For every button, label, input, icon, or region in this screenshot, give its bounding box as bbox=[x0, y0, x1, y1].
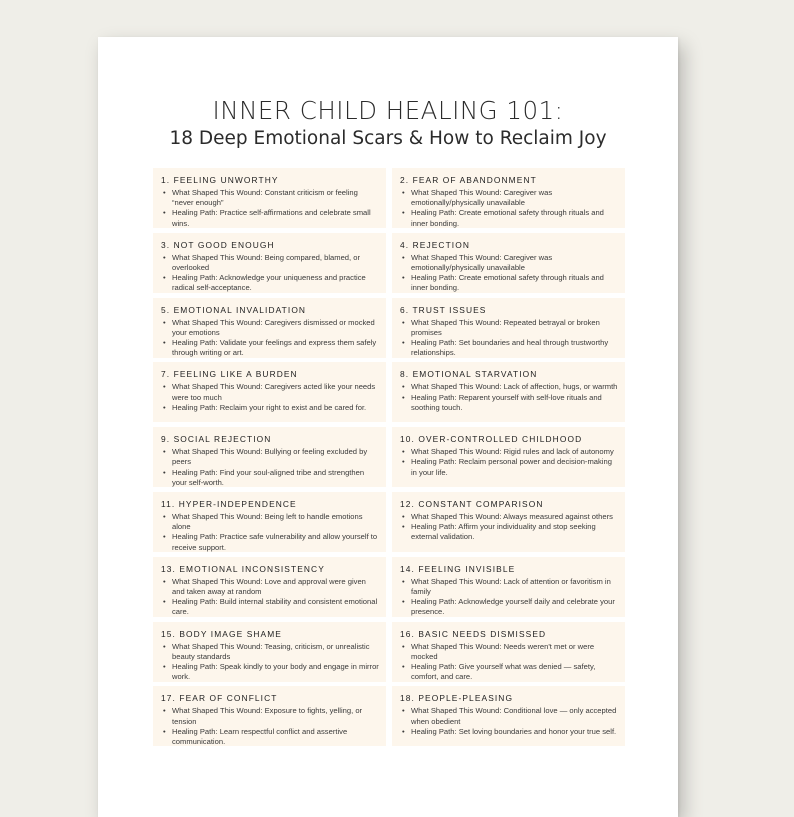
bullet-dot-icon: • bbox=[163, 188, 166, 197]
wound-origin-text: What Shaped This Wound: Needs weren't met or were mocked bbox=[411, 641, 595, 661]
wound-card-title: 11. HYPER-INDEPENDENCE bbox=[161, 498, 297, 509]
healing-path-text: Healing Path: Practice self-affirmations and celebrate small wins. bbox=[172, 208, 371, 228]
bullet-dot-icon: • bbox=[163, 576, 166, 586]
wound-origin-bullet bbox=[163, 512, 380, 532]
wound-origin-bullet bbox=[402, 642, 619, 662]
wound-card bbox=[392, 427, 625, 487]
wound-card bbox=[392, 362, 625, 422]
healing-path-bullet bbox=[163, 208, 380, 228]
wound-card-title: 8. EMOTIONAL STARVATION bbox=[400, 369, 538, 380]
wound-card bbox=[153, 362, 386, 422]
healing-path-text: Healing Path: Set loving boundaries and honor your true self. bbox=[411, 726, 617, 736]
wound-origin-text: What Shaped This Wound: Rigid rules and lack of autonomy bbox=[411, 447, 614, 457]
wound-card-title: 9. SOCIAL REJECTION bbox=[161, 434, 272, 445]
healing-path-bullet bbox=[402, 457, 619, 477]
bullet-dot-icon: • bbox=[402, 726, 405, 736]
wound-origin-bullet bbox=[163, 382, 380, 402]
bullet-dot-icon: • bbox=[163, 661, 166, 671]
bullet-dot-icon: • bbox=[402, 522, 405, 532]
bullet-dot-icon: • bbox=[402, 392, 405, 402]
healing-path-bullet bbox=[402, 393, 619, 413]
healing-path-text: Healing Path: Build internal stability and consistent emotional care. bbox=[172, 597, 378, 617]
healing-path-bullet bbox=[402, 273, 619, 293]
wound-origin-text: What Shaped This Wound: Lack of affection, hugs, or warmth bbox=[411, 382, 618, 392]
healing-path-bullet bbox=[402, 522, 619, 542]
wound-origin-bullet bbox=[163, 318, 380, 338]
wound-card-title: 2. FEAR OF ABANDONMENT bbox=[400, 175, 537, 185]
bullet-dot-icon: • bbox=[163, 382, 166, 392]
healing-path-text: Healing Path: Give yourself what was denied — safety, comfort, and care. bbox=[411, 661, 596, 682]
healing-path-text: Healing Path: Create emotional safety through rituals and inner bonding. bbox=[411, 208, 604, 228]
wound-card bbox=[392, 298, 625, 358]
page-title: INNER CHILD HEALING 101: bbox=[212, 96, 564, 125]
healing-path-bullet bbox=[163, 727, 380, 747]
wound-origin-bullet bbox=[163, 577, 380, 597]
wound-origin-text: What Shaped This Wound: Caregiver was emotionally/physically unavailable bbox=[411, 252, 553, 272]
wound-origin-text: What Shaped This Wound: Caregivers acted like your needs were too much bbox=[172, 382, 376, 402]
wound-card-title: 5. EMOTIONAL INVALIDATION bbox=[161, 304, 307, 315]
healing-path-bullet bbox=[402, 727, 619, 737]
bullet-dot-icon: • bbox=[402, 597, 405, 607]
wound-card-title: 17. FEAR OF CONFLICT bbox=[161, 693, 278, 704]
wound-origin-bullet bbox=[402, 512, 619, 522]
healing-path-bullet bbox=[402, 338, 619, 358]
wound-origin-text: What Shaped This Wound: Repeated betrayal or broken promises bbox=[411, 317, 600, 337]
healing-path-text: Healing Path: Create emotional safety through rituals and inner bonding. bbox=[411, 273, 604, 293]
bullet-dot-icon: • bbox=[163, 208, 166, 218]
document-page bbox=[98, 37, 678, 817]
wound-origin-text: What Shaped This Wound: Lack of attention or favoritism in family bbox=[411, 576, 611, 596]
bullet-dot-icon: • bbox=[402, 208, 405, 218]
wound-card bbox=[153, 686, 386, 746]
bullet-dot-icon: • bbox=[163, 597, 166, 607]
wound-card-title: 4. REJECTION bbox=[400, 239, 470, 250]
wound-card-title: 14. FEELING INVISIBLE bbox=[400, 563, 516, 574]
wound-card bbox=[153, 622, 386, 682]
wound-card-title: 10. OVER-CONTROLLED CHILDHOOD bbox=[400, 434, 583, 445]
wound-origin-text: What Shaped This Wound: Caregiver was emotionally/physically unavailable bbox=[411, 188, 553, 208]
bullet-dot-icon: • bbox=[402, 317, 405, 327]
bullet-dot-icon: • bbox=[163, 317, 166, 327]
wound-card-title: 13. EMOTIONAL INCONSISTENCY bbox=[161, 563, 325, 574]
wound-origin-bullet bbox=[163, 706, 380, 726]
bullet-dot-icon: • bbox=[402, 706, 405, 716]
wound-card bbox=[153, 492, 386, 552]
bullet-dot-icon: • bbox=[163, 726, 166, 736]
bullet-dot-icon: • bbox=[402, 273, 405, 283]
bullet-dot-icon: • bbox=[402, 447, 405, 457]
wound-card-title: 12. CONSTANT COMPARISON bbox=[400, 498, 544, 509]
wound-card bbox=[153, 298, 386, 358]
healing-path-bullet bbox=[163, 273, 380, 293]
healing-path-bullet bbox=[163, 468, 380, 488]
healing-path-bullet bbox=[402, 208, 619, 228]
wound-origin-bullet bbox=[402, 706, 619, 726]
healing-path-text: Healing Path: Reparent yourself with self-love rituals and soothing touch. bbox=[411, 392, 602, 412]
wound-card bbox=[392, 168, 625, 228]
bullet-dot-icon: • bbox=[163, 467, 166, 477]
healing-path-text: Healing Path: Reclaim your right to exist and be cared for. bbox=[172, 402, 367, 412]
bullet-dot-icon: • bbox=[163, 402, 166, 412]
wound-card-grid bbox=[153, 168, 625, 746]
wound-card bbox=[392, 622, 625, 682]
healing-path-bullet bbox=[402, 597, 619, 617]
bullet-dot-icon: • bbox=[163, 273, 166, 283]
wound-card bbox=[153, 168, 386, 228]
wound-card-title: 18. PEOPLE-PLEASING bbox=[400, 693, 514, 704]
wound-card bbox=[392, 686, 625, 746]
wound-origin-text: What Shaped This Wound: Constant criticism or feeling “never enough” bbox=[172, 188, 358, 208]
healing-path-text: Healing Path: Practice safe vulnerability and allow yourself to receive support. bbox=[172, 532, 378, 552]
healing-path-text: Healing Path: Affirm your individuality and stop seeking external validation. bbox=[411, 522, 596, 542]
bullet-dot-icon: • bbox=[402, 188, 405, 197]
bullet-dot-icon: • bbox=[402, 641, 405, 651]
wound-card bbox=[392, 557, 625, 617]
wound-origin-bullet bbox=[163, 447, 380, 467]
bullet-dot-icon: • bbox=[163, 641, 166, 651]
wound-card bbox=[392, 233, 625, 293]
wound-origin-text: What Shaped This Wound: Conditional love — only accepted when obedient bbox=[411, 706, 617, 726]
healing-path-text: Healing Path: Speak kindly to your body and engage in mirror work. bbox=[172, 661, 379, 682]
bullet-dot-icon: • bbox=[163, 338, 166, 347]
wound-origin-text: What Shaped This Wound: Being compared, blamed, or overlooked bbox=[172, 252, 360, 272]
wound-card-title: 7. FEELING LIKE A BURDEN bbox=[161, 369, 298, 380]
healing-path-bullet bbox=[402, 662, 619, 682]
wound-origin-bullet bbox=[402, 253, 619, 273]
bullet-dot-icon: • bbox=[402, 511, 405, 521]
wound-origin-text: What Shaped This Wound: Teasing, criticism, or unrealistic beauty standards bbox=[172, 641, 370, 661]
healing-path-text: Healing Path: Find your soul-aligned tribe and strengthen your self-worth. bbox=[172, 467, 365, 487]
wound-origin-bullet bbox=[163, 253, 380, 273]
wound-origin-text: What Shaped This Wound: Love and approval were given and taken away at random bbox=[172, 576, 366, 596]
wound-card bbox=[153, 233, 386, 293]
bullet-dot-icon: • bbox=[402, 457, 405, 467]
wound-origin-bullet bbox=[402, 188, 619, 208]
wound-card-title: 15. BODY IMAGE SHAME bbox=[161, 628, 282, 639]
page-subtitle: 18 Deep Emotional Scars & How to Reclaim Joy bbox=[169, 128, 607, 149]
bullet-dot-icon: • bbox=[402, 338, 405, 347]
wound-card-title: 16. BASIC NEEDS DISMISSED bbox=[400, 628, 547, 639]
wound-origin-bullet bbox=[402, 577, 619, 597]
healing-path-bullet bbox=[163, 338, 380, 358]
wound-card-title: 6. TRUST ISSUES bbox=[400, 304, 487, 315]
healing-path-bullet bbox=[163, 403, 380, 413]
bullet-dot-icon: • bbox=[163, 532, 166, 542]
healing-path-text: Healing Path: Acknowledge your uniqueness and practice radical self-acceptance. bbox=[172, 273, 366, 293]
healing-path-text: Healing Path: Learn respectful conflict and assertive communication. bbox=[172, 726, 348, 746]
wound-origin-text: What Shaped This Wound: Bullying or feeling excluded by peers bbox=[172, 447, 368, 467]
healing-path-bullet bbox=[163, 532, 380, 552]
wound-card bbox=[153, 557, 386, 617]
healing-path-text: Healing Path: Set boundaries and heal through trustworthy relationships. bbox=[411, 338, 609, 358]
bullet-dot-icon: • bbox=[163, 447, 166, 457]
wound-origin-text: What Shaped This Wound: Being left to handle emotions alone bbox=[172, 511, 363, 532]
wound-origin-bullet bbox=[163, 188, 380, 208]
wound-origin-bullet bbox=[163, 642, 380, 662]
wound-origin-bullet bbox=[402, 382, 619, 392]
wound-origin-text: What Shaped This Wound: Caregivers dismissed or mocked your emotions bbox=[172, 317, 375, 337]
healing-path-text: Healing Path: Validate your feelings and express them safely through writing or art. bbox=[172, 338, 377, 358]
bullet-dot-icon: • bbox=[402, 382, 405, 392]
healing-path-bullet bbox=[163, 662, 380, 682]
wound-card bbox=[153, 427, 386, 487]
wound-origin-text: What Shaped This Wound: Exposure to fights, yelling, or tension bbox=[172, 706, 363, 726]
bullet-dot-icon: • bbox=[163, 706, 166, 716]
bullet-dot-icon: • bbox=[402, 252, 405, 262]
wound-origin-text: What Shaped This Wound: Always measured against others bbox=[411, 511, 613, 521]
bullet-dot-icon: • bbox=[402, 661, 405, 671]
healing-path-text: Healing Path: Acknowledge yourself daily and celebrate your presence. bbox=[411, 597, 615, 617]
healing-path-text: Healing Path: Reclaim personal power and decision-making in your life. bbox=[411, 457, 612, 477]
bullet-dot-icon: • bbox=[163, 511, 166, 521]
wound-origin-bullet bbox=[402, 318, 619, 338]
wound-card-title: 1. FEELING UNWORTHY bbox=[161, 175, 279, 185]
wound-origin-bullet bbox=[402, 447, 619, 457]
healing-path-bullet bbox=[163, 597, 380, 617]
wound-card-title: 3. NOT GOOD ENOUGH bbox=[161, 239, 275, 250]
wound-card bbox=[392, 492, 625, 552]
bullet-dot-icon: • bbox=[163, 252, 166, 262]
bullet-dot-icon: • bbox=[402, 576, 405, 586]
